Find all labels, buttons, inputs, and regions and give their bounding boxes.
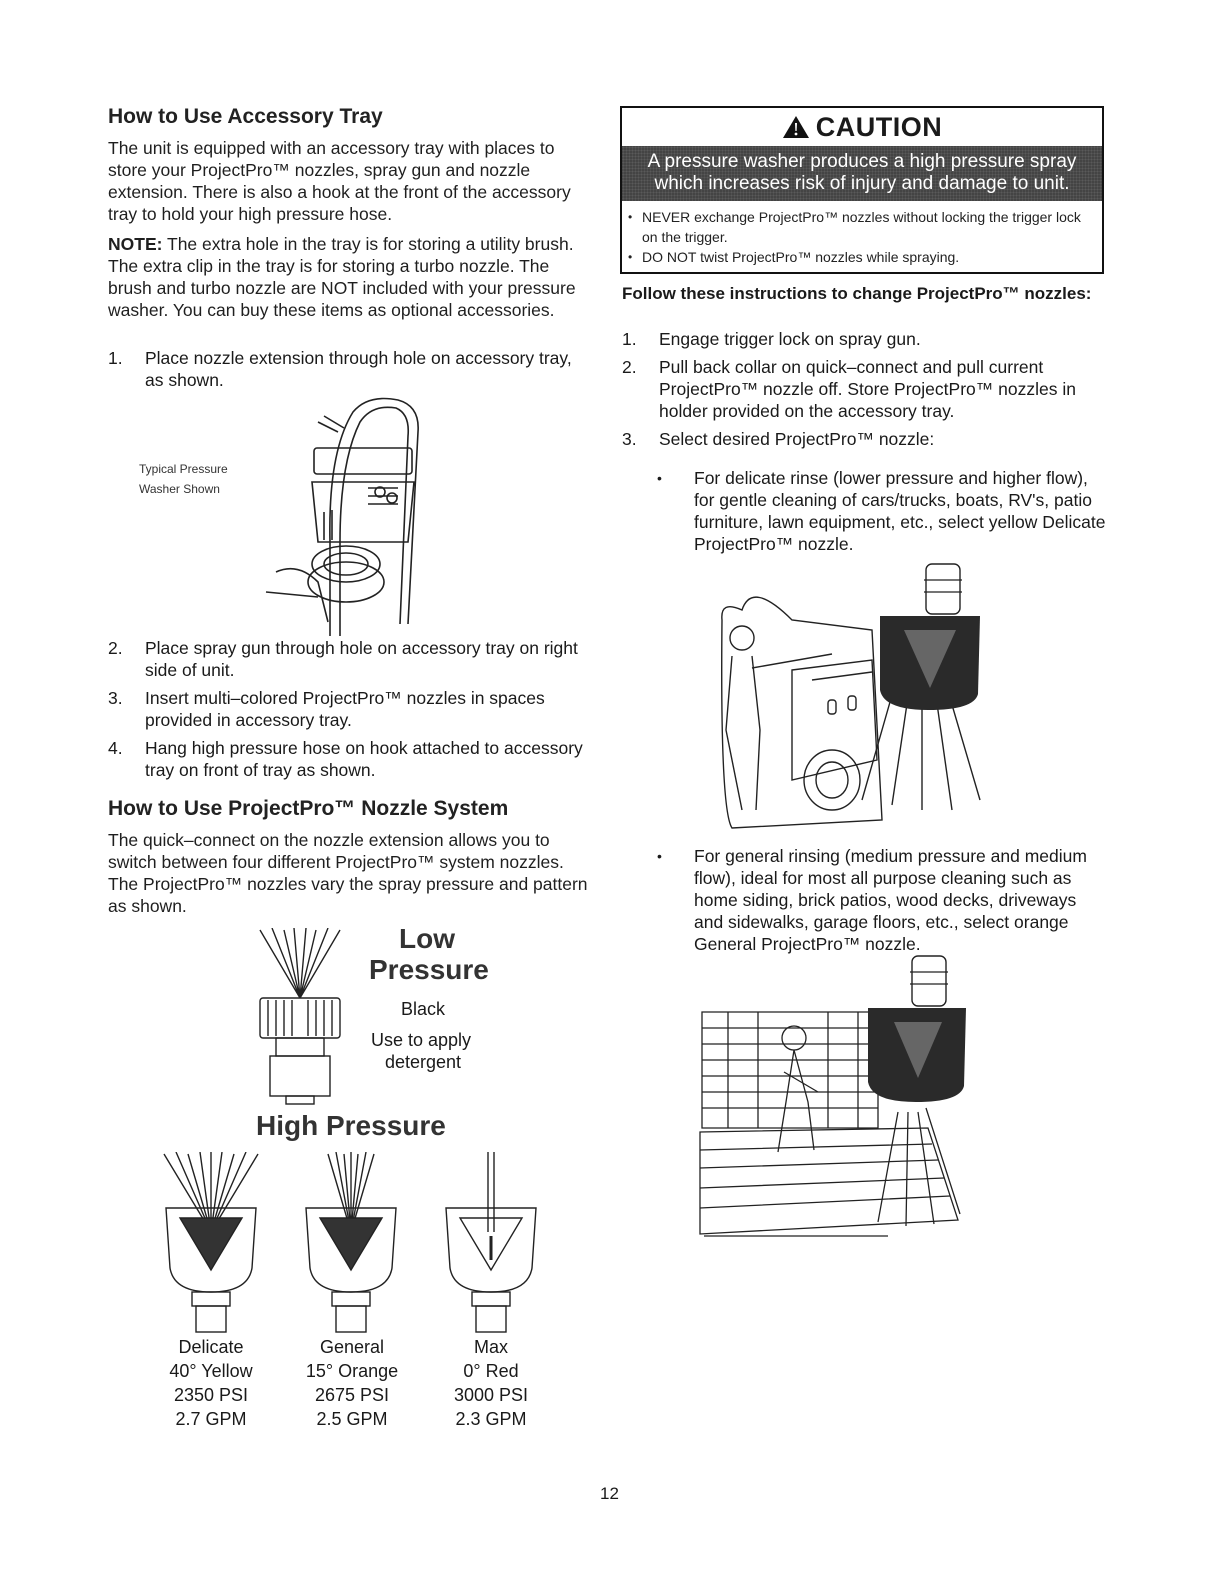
follow-instructions: Follow these instructions to change ProjectPro™ nozzles: xyxy=(622,284,1092,303)
bullet-list-general xyxy=(657,845,1109,955)
nozzle-spec-max: Max 0° Red 3000 PSI 2.3 GPM xyxy=(453,1337,529,1429)
caution-title: CAUTION xyxy=(815,112,943,142)
note-text: The extra hole in the tray is for storing a utility brush. The extra clip in the tray is for storing a turbo nozzle. The brush and turbo nozzle are NOT included with your pressure washer. You can buy these items as optional accessories. xyxy=(108,234,576,320)
caution-box xyxy=(620,106,1104,274)
general-nozzle-illustration xyxy=(298,1152,404,1338)
nozzle-heading: How to Use ProjectPro™ Nozzle System xyxy=(108,797,509,820)
low-use-2: detergent xyxy=(385,1052,462,1072)
delicate-nozzle-illustration xyxy=(158,1152,264,1338)
list-item: • DO NOT twist ProjectPro™ nozzles while spraying. xyxy=(628,247,1094,267)
list-item: 1. Place nozzle extension through hole on accessory tray, as shown. xyxy=(108,348,572,390)
list-item: 3. Insert multi–colored ProjectPro™ nozzles in spaces provided in accessory tray. xyxy=(108,688,545,730)
low-use-1: Use to apply xyxy=(371,1030,472,1050)
pressure-washer-illustration xyxy=(258,392,433,640)
caution-header xyxy=(622,108,1102,146)
high-title: High Pressure xyxy=(256,1110,446,1141)
low-pressure-nozzle-illustration xyxy=(250,928,350,1106)
list-item: • For delicate rinse (lower pressure and higher flow), for gentle cleaning of cars/trucks, boats, RV's, patio furniture, lawn equipment, etc., select yellow Delicate ProjectPro™ nozzle. xyxy=(657,467,1107,555)
nozzle-spec-delicate: Delicate 40° Yellow 2350 PSI 2.7 GPM xyxy=(169,1337,253,1429)
list-item: 2. Place spray gun through hole on accessory tray on right side of unit. xyxy=(108,638,578,680)
tray-intro: The unit is equipped with an accessory tray with places to store your ProjectPro™ nozzles, spray gun and nozzle extension. There is also a hook at the front of the accessory tray to hold your high pressure hose. xyxy=(108,138,571,224)
tray-steps-part1 xyxy=(108,347,594,397)
tray-note xyxy=(108,233,594,321)
bullet-list-delicate xyxy=(657,467,1107,555)
caution-list xyxy=(622,201,1102,271)
deck-washing-illustration xyxy=(698,952,968,1240)
nozzle-intro: The quick–connect on the nozzle extension allows you to switch between four different ProjectPro™ system nozzles. The ProjectPro™ nozzles vary the spray pressure and pattern as shown. xyxy=(108,830,588,916)
low-title-2: Pressure xyxy=(369,954,489,985)
max-nozzle-illustration xyxy=(438,1152,544,1338)
caution-band: A pressure washer produces a high pressure spray which increases risk of injury and damage to unit. xyxy=(622,146,1102,201)
change-steps xyxy=(622,328,1104,456)
warning-triangle-icon xyxy=(782,115,810,139)
note-label: NOTE: xyxy=(108,234,163,254)
list-item: • For general rinsing (medium pressure and medium flow), ideal for most all purpose cleaning such as home siding, brick patios, wood decks, driveways and sidewalks, garage floors, etc., select orange General ProjectPro™ nozzle. xyxy=(657,845,1109,955)
nozzle-spec-general: General 15° Orange 2675 PSI 2.5 GPM xyxy=(305,1337,399,1429)
list-item: 4. Hang high pressure hose on hook attached to accessory tray on front of tray as shown. xyxy=(108,738,583,780)
low-color: Black xyxy=(401,999,446,1019)
tray-heading: How to Use Accessory Tray xyxy=(108,105,383,128)
list-item: 3. Select desired ProjectPro™ nozzle: xyxy=(622,429,935,449)
list-item: • NEVER exchange ProjectPro™ nozzles without locking the trigger lock on the trigger. xyxy=(628,207,1094,247)
low-title-1: Low xyxy=(399,923,455,954)
list-item: 2. Pull back collar on quick–connect and pull current ProjectPro™ nozzle off. Store ProjectPro™ nozzles in holder provided on the accessory tray. xyxy=(622,357,1076,421)
car-washing-illustration xyxy=(712,560,984,832)
figure-caption: Typical Pressure Washer Shown xyxy=(139,462,228,496)
tray-steps-part2 xyxy=(108,637,594,787)
list-item: 1. Engage trigger lock on spray gun. xyxy=(622,329,921,349)
page-number: 12 xyxy=(600,1484,619,1503)
